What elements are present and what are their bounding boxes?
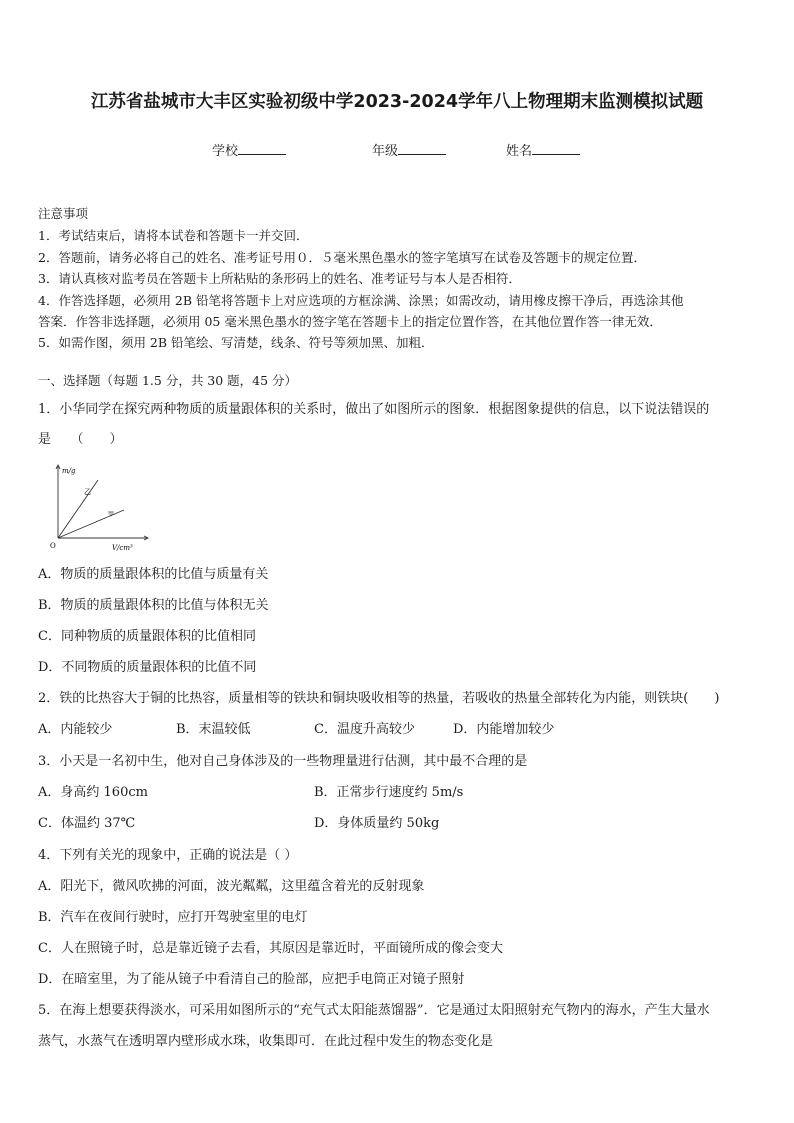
exam-title: 江苏省盐城市大丰区实验初级中学2023-2024学年八上物理期末监测模拟试题 [90,92,704,112]
school-field[interactable] [212,140,286,159]
school-label: 学校 [212,144,239,159]
q5-stem-line1: 5．在海上想要获得淡水，可采用如图所示的“充气式太阳能蒸馏器”．它是通过太阳照射充气物内的海水，产生大量水 [38,1003,710,1018]
q1-stem-line2: 是 （ ） [38,432,123,447]
x-axis-label: V/cm³ [112,544,133,552]
q4-option-a[interactable]: A．阳光下，微风吹拂的河面，波光粼粼，这里蕴含着光的反射现象 [38,879,425,894]
q3-option-d[interactable]: D．身体质量约 50kg [314,816,440,831]
q4-option-b[interactable]: B．汽车在夜间行驶时，应打开驾驶室里的电灯 [38,910,308,925]
q4-option-d[interactable]: D．在暗室里，为了能从镜子中看清自己的脸部，应把手电筒正对镜子照射 [38,972,465,987]
note-item: 4．作答选择题，必须用 2B 铅笔将答题卡上对应选项的方框涂满、涂黑；如需改动，请用橡皮擦干净后，再选涂其他 [38,293,684,308]
note-item: 5．如需作图，须用 2B 铅笔绘、写清楚，线条、符号等须加黑、加粗． [38,335,434,350]
note-item: 3．请认真核对监考员在答题卡上所粘贴的条形码上的姓名、准考证号与本人是否相符． [38,271,521,286]
q2-option-b[interactable]: B．末温较低 [176,722,251,737]
q4-stem: 4．下列有关光的现象中，正确的说法是（ ） [38,848,298,863]
school-blank[interactable] [238,142,286,155]
name-blank[interactable] [532,142,580,155]
q3-option-a[interactable]: A．身高约 160cm [38,785,148,800]
line-a-label: 甲 [108,511,115,518]
notes-title: 注意事项 [38,206,89,221]
q1-stem-line1: 1．小华同学在探究两种物质的质量跟体积的关系时，做出了如图所示的图象．根据图象提供的信息，以下说法错误的 [38,402,710,417]
q1-mass-volume-graph [44,460,154,552]
name-field[interactable] [506,140,580,159]
q2-option-a[interactable]: A．内能较少 [38,722,113,737]
q3-option-c[interactable]: C．体温约 37℃ [38,816,136,831]
q1-option-d[interactable]: D．不同物质的质量跟体积的比值不同 [38,660,257,675]
grade-blank[interactable] [398,142,446,155]
grade-field[interactable] [372,140,446,159]
q5-stem-line2: 蒸气，水蒸气在透明罩内壁形成水珠，收集即可．在此过程中发生的物态变化是 [38,1034,494,1049]
q1-option-a[interactable]: A．物质的质量跟体积的比值与质量有关 [38,567,269,582]
q3-option-b[interactable]: B．正常步行速度约 5m/s [314,785,464,800]
q2-stem: 2．铁的比热容大于铜的比热容，质量相等的铁块和铜块吸收相等的热量，若吸收的热量全部转化为内能，则铁块( ) [38,691,720,706]
note-item: 2．答题前，请务必将自己的姓名、准考证号用０．５毫米黑色墨水的签字笔填写在试卷及答题卡的规定位置． [38,250,646,265]
section-heading: 一、选择题（每题 1.5 分，共 30 题，45 分） [38,373,298,388]
q1-option-b[interactable]: B．物质的质量跟体积的比值与体积无关 [38,598,269,613]
q2-option-d[interactable]: D．内能增加较少 [453,722,555,737]
q3-stem: 3．小天是一名初中生，他对自己身体涉及的一些物理量进行估测，其中最不合理的是 [38,754,528,769]
grade-label: 年级 [372,144,399,159]
line-b-label: 乙 [84,488,91,496]
q1-option-c[interactable]: C．同种物质的质量跟体积的比值相同 [38,629,256,644]
origin-label: O [50,542,56,550]
y-axis-label: m/g [62,467,76,475]
note-item: 答案．作答非选择题，必须用 05 毫米黑色墨水的签字笔在答题卡上的指定位置作答，在其他位置作答一律无效． [38,314,662,329]
q4-option-c[interactable]: C．人在照镜子时，总是靠近镜子去看，其原因是靠近时，平面镜所成的像会变大 [38,941,503,956]
name-label: 姓名 [506,144,533,159]
note-item: 1．考试结束后，请将本试卷和答题卡一并交回． [38,228,309,243]
q2-option-c[interactable]: C．温度升高较少 [314,722,415,737]
